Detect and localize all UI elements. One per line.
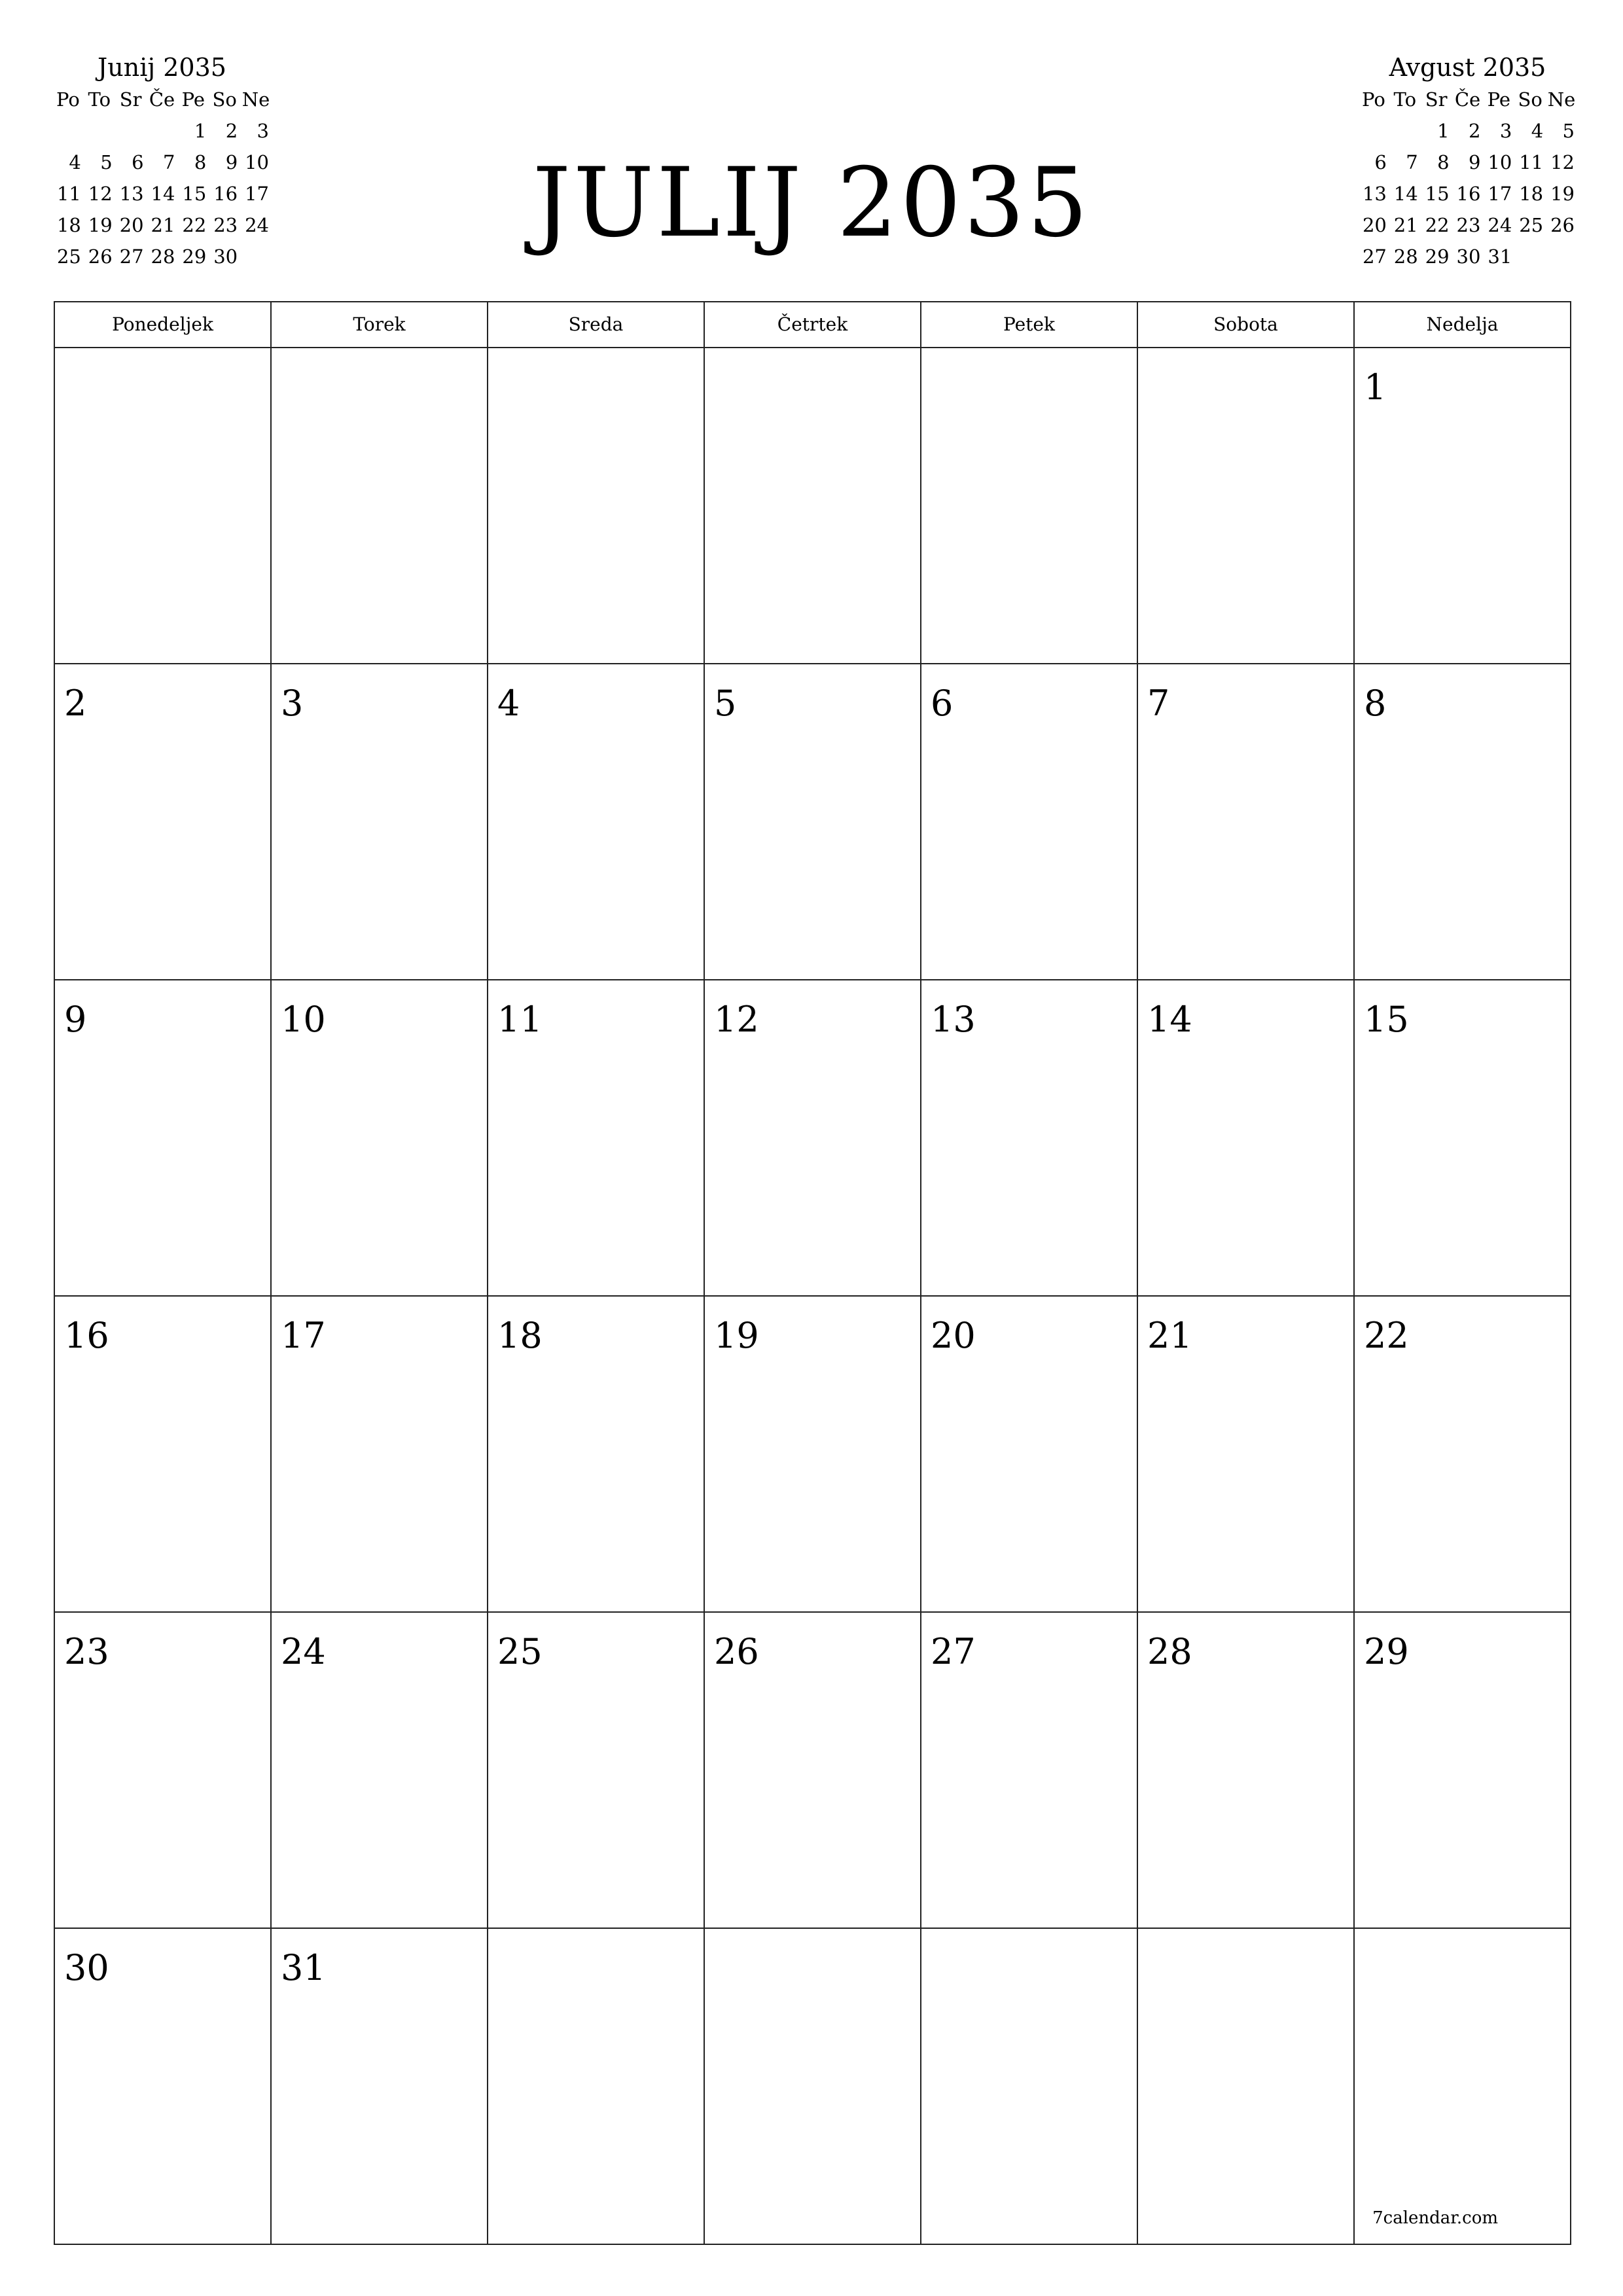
mini-weekday: Če xyxy=(149,88,175,111)
mini-day: 12 xyxy=(1550,151,1575,173)
day-number: 16 xyxy=(64,1315,109,1356)
mini-day: 19 xyxy=(1550,183,1575,205)
day-cell xyxy=(488,1929,705,2245)
mini-weekday: Sr xyxy=(1425,88,1448,111)
day-cell xyxy=(921,980,1138,1297)
mini-day: 15 xyxy=(1425,183,1450,205)
day-number: 11 xyxy=(497,999,543,1040)
mini-day: 29 xyxy=(1425,245,1450,268)
mini-day: 8 xyxy=(1437,151,1450,173)
mini-day: 1 xyxy=(194,120,207,142)
day-number: 12 xyxy=(714,999,759,1040)
day-cell xyxy=(705,348,921,664)
day-number: 4 xyxy=(497,683,520,724)
mini-day: 2 xyxy=(225,120,238,142)
mini-day: 5 xyxy=(1562,120,1575,142)
mini-day: 18 xyxy=(56,214,81,236)
day-cell xyxy=(488,1613,705,1929)
day-cell xyxy=(705,1613,921,1929)
day-cell xyxy=(55,348,272,664)
day-cell xyxy=(55,1613,272,1929)
day-number: 17 xyxy=(281,1315,326,1356)
weekday-header: Ponedeljek xyxy=(55,302,272,348)
mini-day: 4 xyxy=(1531,120,1544,142)
day-cell xyxy=(921,1297,1138,1613)
mini-calendar-next-title: Avgust 2035 xyxy=(1389,53,1546,82)
day-cell xyxy=(921,1929,1138,2245)
weekday-header: Torek xyxy=(272,302,488,348)
mini-day: 9 xyxy=(225,151,238,173)
day-cell xyxy=(55,664,272,980)
day-number: 18 xyxy=(497,1315,543,1356)
mini-weekday: So xyxy=(1518,88,1543,111)
day-number: 28 xyxy=(1147,1631,1192,1672)
day-number: 19 xyxy=(714,1315,759,1356)
day-number: 3 xyxy=(281,683,304,724)
mini-day xyxy=(84,115,115,147)
day-cell xyxy=(921,1613,1138,1929)
day-cell xyxy=(488,348,705,664)
day-cell xyxy=(1355,1929,1571,2245)
mini-day: 27 xyxy=(119,245,144,268)
day-number: 5 xyxy=(714,683,737,724)
mini-day: 7 xyxy=(1406,151,1418,173)
mini-day xyxy=(115,115,147,147)
week-row xyxy=(55,348,1571,664)
mini-day xyxy=(1358,115,1389,147)
mini-day: 5 xyxy=(100,151,113,173)
mini-day: 11 xyxy=(56,183,81,205)
mini-day: 28 xyxy=(1393,245,1418,268)
mini-weekday: Sr xyxy=(119,88,142,111)
day-cell xyxy=(55,980,272,1297)
day-cell xyxy=(55,1297,272,1613)
day-number: 26 xyxy=(714,1631,759,1672)
mini-day: 24 xyxy=(245,214,269,236)
mini-day: 21 xyxy=(151,214,175,236)
day-number: 25 xyxy=(497,1631,543,1672)
mini-calendar-next-grid xyxy=(1358,84,1577,272)
day-cell xyxy=(705,1297,921,1613)
mini-day: 26 xyxy=(88,245,113,268)
week-row xyxy=(55,1929,1571,2245)
mini-day: 16 xyxy=(213,183,238,205)
day-cell xyxy=(1355,1613,1571,1929)
day-number: 22 xyxy=(1364,1315,1409,1356)
mini-day: 3 xyxy=(1499,120,1512,142)
day-number: 23 xyxy=(64,1631,109,1672)
mini-day: 3 xyxy=(257,120,269,142)
mini-day xyxy=(1546,241,1577,272)
mini-weekday: Ne xyxy=(241,88,270,111)
week-row xyxy=(55,1613,1571,1929)
mini-day: 17 xyxy=(245,183,269,205)
mini-day: 30 xyxy=(213,245,238,268)
day-number: 9 xyxy=(64,999,87,1040)
day-cell xyxy=(272,1613,488,1929)
weekday-header: Sreda xyxy=(488,302,705,348)
mini-day: 29 xyxy=(182,245,207,268)
day-number: 24 xyxy=(281,1631,326,1672)
mini-day: 21 xyxy=(1393,214,1418,236)
weekday-header-row xyxy=(55,302,1571,348)
day-cell xyxy=(272,1297,488,1613)
page-title: JULIJ 2035 xyxy=(532,147,1091,259)
mini-day: 25 xyxy=(1519,214,1544,236)
mini-day xyxy=(147,115,178,147)
day-cell xyxy=(272,348,488,664)
mini-day: 19 xyxy=(88,214,113,236)
mini-day: 18 xyxy=(1519,183,1544,205)
day-number: 20 xyxy=(931,1315,976,1356)
mini-weekday: Po xyxy=(56,88,80,111)
mini-day: 16 xyxy=(1456,183,1481,205)
mini-day: 10 xyxy=(1488,151,1512,173)
weekday-header: Nedelja xyxy=(1355,302,1571,348)
day-number: 29 xyxy=(1364,1631,1409,1672)
mini-day: 13 xyxy=(119,183,144,205)
mini-day: 23 xyxy=(213,214,238,236)
day-cell xyxy=(1138,1929,1355,2245)
mini-day: 22 xyxy=(182,214,207,236)
mini-day: 1 xyxy=(1437,120,1450,142)
day-number: 13 xyxy=(931,999,976,1040)
mini-weekday: Po xyxy=(1362,88,1385,111)
mini-day: 31 xyxy=(1488,245,1512,268)
day-cell xyxy=(1138,980,1355,1297)
day-number: 15 xyxy=(1364,999,1409,1040)
day-cell xyxy=(1138,1613,1355,1929)
day-cell xyxy=(705,1929,921,2245)
day-cell xyxy=(1355,980,1571,1297)
mini-day: 22 xyxy=(1425,214,1450,236)
day-cell xyxy=(1138,664,1355,980)
mini-weekday: So xyxy=(212,88,237,111)
weekday-header: Četrtek xyxy=(705,302,921,348)
mini-day: 30 xyxy=(1456,245,1481,268)
mini-day: 23 xyxy=(1456,214,1481,236)
day-number: 14 xyxy=(1147,999,1192,1040)
mini-day: 2 xyxy=(1468,120,1481,142)
mini-day: 25 xyxy=(56,245,81,268)
mini-day: 8 xyxy=(194,151,207,173)
day-number: 7 xyxy=(1147,683,1170,724)
day-number: 10 xyxy=(281,999,326,1040)
day-number: 1 xyxy=(1364,367,1387,408)
day-cell xyxy=(705,664,921,980)
mini-day: 10 xyxy=(245,151,269,173)
day-cell xyxy=(921,348,1138,664)
day-number: 27 xyxy=(931,1631,976,1672)
day-cell xyxy=(1355,348,1571,664)
week-row xyxy=(55,664,1571,980)
day-cell xyxy=(272,1929,488,2245)
day-cell xyxy=(1355,664,1571,980)
mini-day: 15 xyxy=(182,183,207,205)
day-cell xyxy=(705,980,921,1297)
mini-day: 14 xyxy=(151,183,175,205)
day-cell xyxy=(272,980,488,1297)
mini-weekday: To xyxy=(1393,88,1417,111)
day-cell xyxy=(1138,348,1355,664)
mini-day: 14 xyxy=(1393,183,1418,205)
mini-weekday: Pe xyxy=(181,88,205,111)
day-number: 31 xyxy=(281,1947,326,1988)
mini-day: 7 xyxy=(162,151,175,173)
day-number: 21 xyxy=(1147,1315,1192,1356)
mini-day: 28 xyxy=(151,245,175,268)
weekday-header: Sobota xyxy=(1138,302,1355,348)
mini-weekday: Ne xyxy=(1547,88,1576,111)
day-cell xyxy=(1138,1297,1355,1613)
mini-day: 9 xyxy=(1468,151,1481,173)
day-cell xyxy=(921,664,1138,980)
mini-day: 26 xyxy=(1550,214,1575,236)
mini-day: 13 xyxy=(1362,183,1387,205)
day-cell xyxy=(488,664,705,980)
day-number: 8 xyxy=(1364,683,1387,724)
mini-calendar-prev-title: Junij 2035 xyxy=(98,53,226,82)
week-row xyxy=(55,1297,1571,1613)
mini-day: 4 xyxy=(69,151,81,173)
footer-watermark: 7calendar.com xyxy=(1372,2208,1498,2228)
day-cell xyxy=(1355,1297,1571,1613)
mini-day: 24 xyxy=(1488,214,1512,236)
mini-day xyxy=(1514,241,1546,272)
month-grid xyxy=(54,301,1571,2245)
day-cell xyxy=(488,980,705,1297)
mini-calendar-next xyxy=(1358,51,1577,272)
week-row xyxy=(55,980,1571,1297)
mini-day: 20 xyxy=(119,214,144,236)
weekday-header: Petek xyxy=(921,302,1138,348)
mini-day: 11 xyxy=(1519,151,1544,173)
mini-day xyxy=(1389,115,1421,147)
day-cell xyxy=(55,1929,272,2245)
mini-day: 6 xyxy=(132,151,144,173)
mini-day: 12 xyxy=(88,183,113,205)
day-number: 6 xyxy=(931,683,954,724)
mini-weekday: Pe xyxy=(1487,88,1511,111)
mini-weekday: To xyxy=(88,88,111,111)
mini-day xyxy=(52,115,84,147)
mini-day: 20 xyxy=(1362,214,1387,236)
day-number: 2 xyxy=(64,683,87,724)
day-cell xyxy=(488,1297,705,1613)
mini-day: 6 xyxy=(1374,151,1387,173)
mini-day: 27 xyxy=(1362,245,1387,268)
mini-weekday: Če xyxy=(1454,88,1481,111)
day-cell xyxy=(272,664,488,980)
day-number: 30 xyxy=(64,1947,109,1988)
mini-day: 17 xyxy=(1488,183,1512,205)
